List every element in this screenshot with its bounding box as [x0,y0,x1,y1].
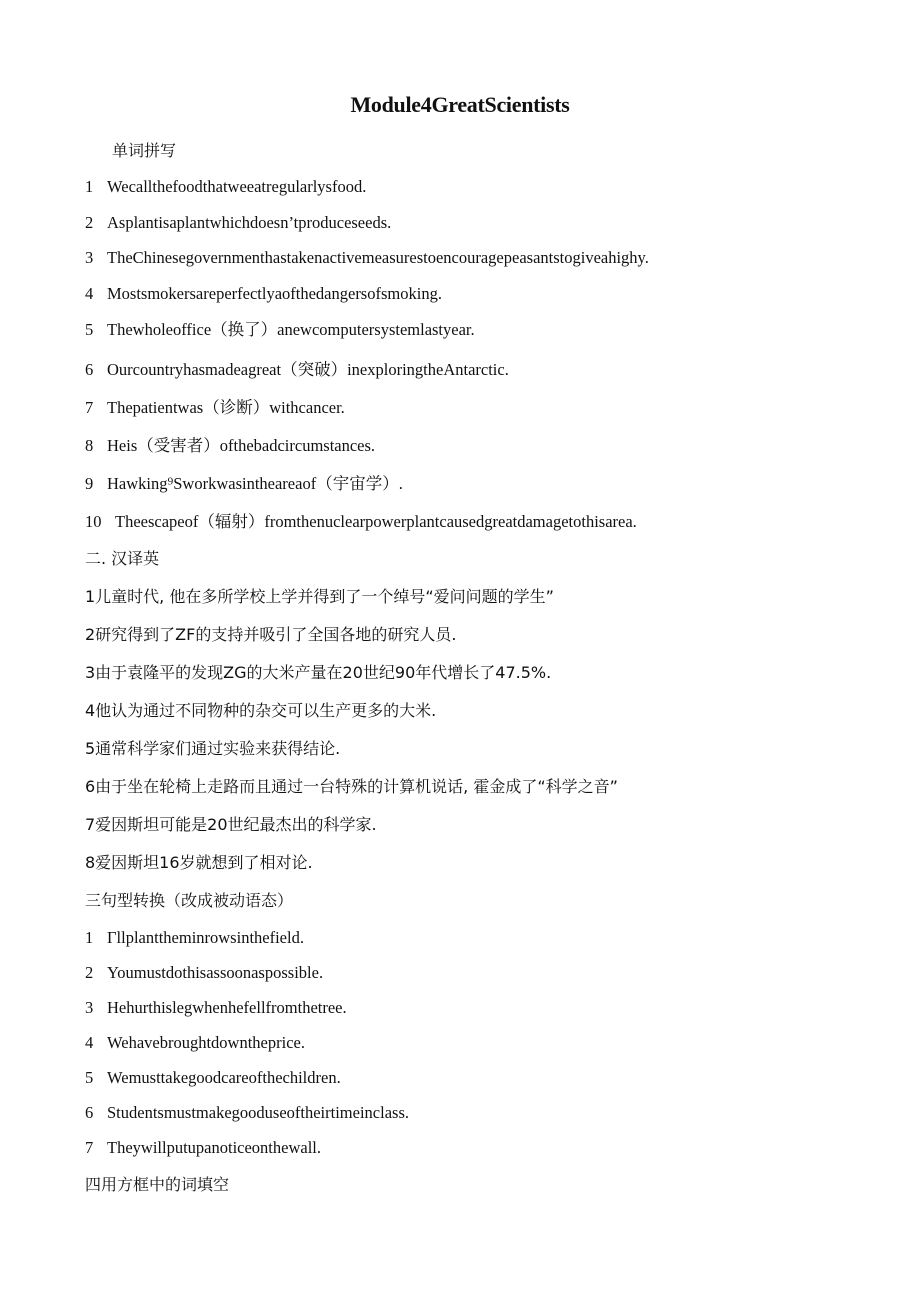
item-number: 1 [85,177,94,196]
item-number: 10 [85,512,102,531]
item-number: 1 [85,928,94,947]
item-text: Studentsmustmakegooduseoftheirtimeinclass. [107,1103,409,1122]
section1-item [85,511,637,533]
page-title: Module4GreatScientists [350,92,570,117]
item-text: Wecallthefoodthatweeatregularlysfood. [107,177,367,196]
item-number: 4 [85,1033,94,1052]
item-text: Γllplanttheminrowsinthefield. [107,928,304,947]
section1-item [85,359,509,381]
item-number: 3 [85,248,94,267]
item-number: 5 [85,320,94,339]
section2-item: 3由于袁隆平的发现ZG的大米产量在20世纪90年代增长了47.5%. [85,663,552,682]
item-text: Hehurthislegwhenhefellfromthetree. [107,998,347,1017]
item-text: Youmustdothisassoonaspossible. [107,963,324,982]
item-number: 5 [85,1068,94,1087]
section3-item [85,927,304,949]
section2-item: 7爱因斯坦可能是20世纪最杰出的科学家. [85,815,377,834]
section1-item [85,247,649,269]
item-text: Mostsmokersareperfectlyaofthedangersofsmoking. [107,284,442,303]
item-number: 6 [85,360,94,379]
item-text: Wemusttakegoodcareofthechildren. [107,1068,341,1087]
item-text: TheChinesegovernmenthastakenactivemeasurestoencouragepeasantstogiveahighy. [107,248,649,267]
section1-item [85,176,366,198]
item-number: 3 [85,998,94,1017]
section2-item: 8爱因斯坦16岁就想到了相对论. [85,853,313,872]
section1-item [85,397,345,419]
section1-item [85,212,391,234]
section3-item [85,1032,305,1054]
section2-item: 2研究得到了ZF的支持并吸引了全国各地的研究人员. [85,625,457,644]
item-text: Theywillputupanoticeonthewall. [107,1138,321,1157]
section1-heading: 单词拼写 [112,141,177,160]
item-text: Hawking⁹Sworkwasintheareaof（宇宙学）. [107,474,403,493]
item-number: 4 [85,284,94,303]
item-number: 7 [85,1138,94,1157]
section3-item [85,997,347,1019]
item-number: 2 [85,963,94,982]
section1-item [85,435,375,457]
item-number: 9 [85,474,94,493]
item-number: 8 [85,436,94,455]
item-text: Ourcountryhasmadeagreat（突破）inexploringtheAntarctic. [107,360,509,379]
section4-heading: 四用方框中的词填空 [85,1175,230,1194]
section1-item [85,473,403,495]
item-text: Heis（受害者）ofthebadcircumstances. [107,436,376,455]
item-number: 7 [85,398,94,417]
item-number: 6 [85,1103,94,1122]
item-text: Wehavebroughtdowntheprice. [107,1033,305,1052]
item-text: Theescapeof（辐射）fromthenuclearpowerplantcausedgreatdamagetothisarea. [115,512,637,531]
section3-item [85,1067,341,1089]
section2-item: 5通常科学家们通过实验来获得结论. [85,739,341,758]
section3-item [85,1102,409,1124]
section3-item [85,962,323,984]
item-text: Thepatientwas（诊断）withcancer. [107,398,345,417]
section1-item [85,319,475,341]
section2-item: 1儿童时代, 他在多所学校上学并得到了一个绰号“爱问问题的学生” [85,587,554,606]
section2-item: 4他认为通过不同物种的杂交可以生产更多的大米. [85,701,437,720]
section3-item [85,1137,321,1159]
section2-item: 6由于坐在轮椅上走路而且通过一台特殊的计算机说话, 霍金成了“科学之音” [85,777,618,796]
section1-item [85,283,442,305]
item-text: Thewholeoffice（换了）anewcomputersystemlastyear. [107,320,475,339]
item-text: Asplantisaplantwhichdoesn’tproduceseeds. [107,213,392,232]
section2-heading: 二. 汉译英 [85,549,160,568]
section3-heading: 三句型转换（改成被动语态） [85,891,294,910]
item-number: 2 [85,213,94,232]
